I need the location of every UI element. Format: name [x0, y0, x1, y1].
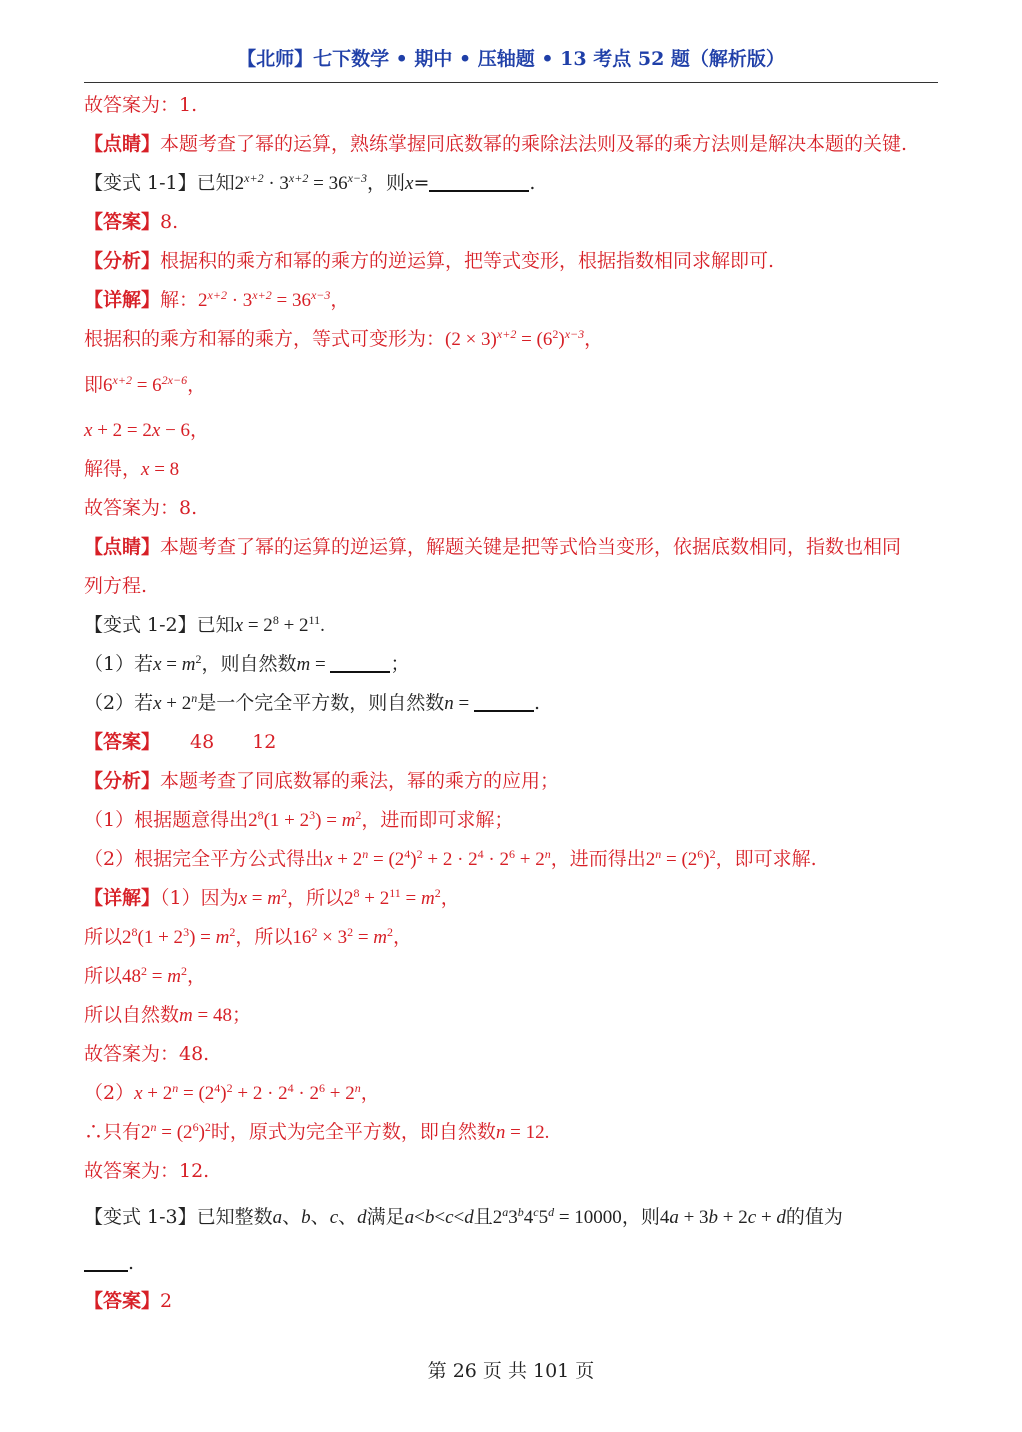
equation: $x + 2^n = (2^4)^2 + 2 \cdot 2^4 \cdot 2^6 + 2^n$，: [134, 1081, 380, 1104]
remark-tag: 【点睛】: [84, 133, 161, 155]
equation: a<b<c<d: [404, 1207, 474, 1228]
answer-line: [84, 209, 938, 235]
answer-blank: [429, 190, 529, 192]
variant-1-2-question: [84, 612, 938, 639]
question-text: 是一个完全平方数，则自然数: [197, 692, 445, 714]
equation: $2^8 + 2^{11} = m^2$，: [344, 886, 460, 909]
equation: x = 8: [141, 459, 180, 480]
question-text: ，则: [621, 1206, 660, 1228]
analysis-line: [84, 248, 938, 274]
remark-text: 本题考查了幂的运算的逆运算，解题关键是把等式恰当变形，依据底数相同，指数也相同: [160, 536, 902, 558]
equation: $(2 \times 3)^{x+2} = (6^2)^{x-3}$，: [445, 327, 604, 350]
remark-line: [84, 131, 938, 157]
analysis-text: ，进而得出: [550, 848, 646, 870]
equation: $2^{x+2} \cdot 3^{x+2} = 36^{x-3}$: [234, 171, 368, 194]
answer-line: [84, 729, 938, 755]
solution-line: [84, 456, 938, 483]
analysis-text: 根据积的乘方和幂的乘方的逆运算，把等式变形，根据指数相同求解即可.: [160, 250, 775, 272]
analysis-line: [84, 768, 938, 794]
analysis-text: （1）根据题意得出: [84, 809, 249, 831]
variant-tag: 【变式 1-3】: [84, 1206, 197, 1228]
solution-text: 即: [84, 374, 104, 396]
answer-line: [84, 1288, 938, 1314]
equation: $16^2 \times 3^2 = m^2$，: [292, 925, 413, 948]
equation: $6^{x+2} = 6^{2x-6}$，: [103, 373, 207, 396]
analysis-tag: 【分析】: [84, 770, 161, 792]
equation: x + 2 = 2x − 6，: [84, 420, 210, 441]
answer-blank: [84, 1270, 128, 1272]
question-text: ，则自然数: [201, 653, 297, 675]
solution-text: （1）因为: [160, 887, 239, 909]
equation: $2^{x+2} \cdot 3^{x+2} = 36^{x-3}$，: [198, 288, 350, 311]
analysis-text: （2）根据完全平方公式得出: [84, 848, 325, 870]
equation: $x = m^2$: [238, 886, 287, 909]
answer-value-2: 12: [252, 731, 277, 753]
equation: 4a + 3b + 2c + d: [659, 1207, 786, 1228]
variant-1-3-question: [84, 1204, 938, 1231]
question-text: 已知整数: [196, 1206, 273, 1228]
solution-text: 解：: [160, 289, 199, 311]
solution-line: [84, 1119, 938, 1146]
equation: m = 48；: [179, 1005, 251, 1026]
question-text: ，则: [367, 172, 406, 194]
equation: n =: [444, 693, 474, 714]
equation: $48^2 = m^2$，: [122, 964, 206, 987]
answer-tag: 【答案】: [84, 1290, 161, 1312]
answer-text: 2: [160, 1290, 173, 1312]
equation: $x + 2^n$: [153, 691, 198, 714]
question-text: 的值为: [785, 1206, 843, 1228]
solution-line: [84, 885, 938, 912]
solution-text: 解得，: [84, 458, 142, 480]
question-text: 满足: [366, 1206, 405, 1228]
equation: $2^8(1 + 2^3) = m^2$: [122, 925, 236, 948]
variant-1-3-blank-line: .: [84, 1250, 938, 1276]
equation: $x = 2^8 + 2^{11}$.: [234, 613, 325, 636]
equation: n = 12.: [495, 1122, 550, 1143]
solution-line: [84, 372, 938, 399]
question-text: （2）若: [84, 692, 154, 714]
answer-line: 故答案为：12.: [84, 1160, 210, 1182]
solution-line: [84, 963, 938, 990]
question-text: 且: [473, 1206, 493, 1228]
question-text: 已知: [196, 172, 235, 194]
analysis-tag: 【分析】: [84, 250, 161, 272]
analysis-line: [84, 807, 938, 834]
solution-text: ，所以: [235, 926, 293, 948]
answer-blank: [330, 671, 390, 673]
equation: $2^a3^b4^c5^d = 10000$: [492, 1205, 622, 1228]
variant-1-1-question: 【变式 1-1】已知$2^{x+2} \cdot 3^{x+2} = 36^{x-3}$，则x= .: [84, 171, 536, 194]
solution-line: [84, 924, 938, 951]
solution-line: [84, 1080, 938, 1107]
answer-tag: 【答案】: [84, 731, 161, 753]
sub-question-1: （1）若$x = m^2$，则自然数m = ；: [84, 652, 410, 675]
equation: $2^8(1 + 2^3) = m^2$: [248, 808, 362, 831]
header-rule: [84, 82, 938, 83]
remark-line: 列方程.: [84, 575, 148, 597]
equation: $x = m^2$: [153, 652, 202, 675]
solution-line: [84, 326, 938, 353]
solution-line: [84, 418, 938, 444]
solution-text: 根据积的乘方和幂的乘方，等式可变形为：: [84, 328, 446, 350]
solution-text: 所以自然数: [84, 1004, 180, 1026]
analysis-line: [84, 846, 938, 873]
solution-tag: 【详解】: [84, 887, 161, 909]
remark-text: 本题考查了幂的运算，熟练掌握同底数幂的乘除法法则及幂的乘方法则是解决本题的关键.: [160, 133, 908, 155]
analysis-text: ，即可求解.: [715, 848, 817, 870]
answer-text: 8.: [160, 211, 179, 233]
answer-line: 故答案为：48.: [84, 1043, 210, 1065]
equation: $2^n = (2^6)^2$: [645, 847, 716, 870]
solution-text: 所以: [84, 965, 123, 987]
equation: a、b、c、d: [272, 1207, 367, 1228]
solution-text: 时，原式为完全平方数，即自然数: [210, 1121, 496, 1143]
question-text: 已知: [196, 614, 235, 636]
solution-line: [84, 287, 938, 314]
answer-line: 故答案为：8.: [84, 497, 198, 519]
answer-blank: [474, 710, 534, 712]
solution-text: （2）: [84, 1082, 135, 1104]
sub-question-2: （2）若$x + 2^n$是一个完全平方数，则自然数n = .: [84, 691, 541, 714]
answer-value-1: 48: [190, 731, 215, 753]
solution-line: [84, 1002, 938, 1029]
page-footer: 第 26 页 共 101 页: [427, 1360, 595, 1382]
variant-tag: 【变式 1-1】: [84, 172, 197, 194]
equation: m =: [296, 654, 331, 675]
solution-text: ，所以: [287, 887, 345, 909]
variant-tag: 【变式 1-2】: [84, 614, 197, 636]
variable-x: x: [405, 173, 414, 194]
solution-text: ∴只有: [84, 1121, 142, 1143]
equation: $2^n = (2^6)^2$: [141, 1120, 211, 1143]
remark-line: [84, 534, 938, 560]
question-text: （1）若: [84, 653, 154, 675]
answer-tag: 【答案】: [84, 211, 161, 233]
remark-tag: 【点睛】: [84, 536, 161, 558]
equation: $x + 2^n = (2^4)^2 + 2 \cdot 2^4 \cdot 2^6 + 2^n$: [324, 847, 551, 870]
analysis-text: ，进而即可求解；: [361, 809, 514, 831]
page-header-title: 【北师】七下数学 • 期中 • 压轴题 • 13 考点 52 题（解析版）: [237, 48, 785, 70]
solution-tag: 【详解】: [84, 289, 161, 311]
answer-line: 故答案为：1.: [84, 94, 198, 116]
solution-text: 所以: [84, 926, 123, 948]
analysis-text: 本题考查了同底数幂的乘法，幂的乘方的应用；: [160, 770, 560, 792]
